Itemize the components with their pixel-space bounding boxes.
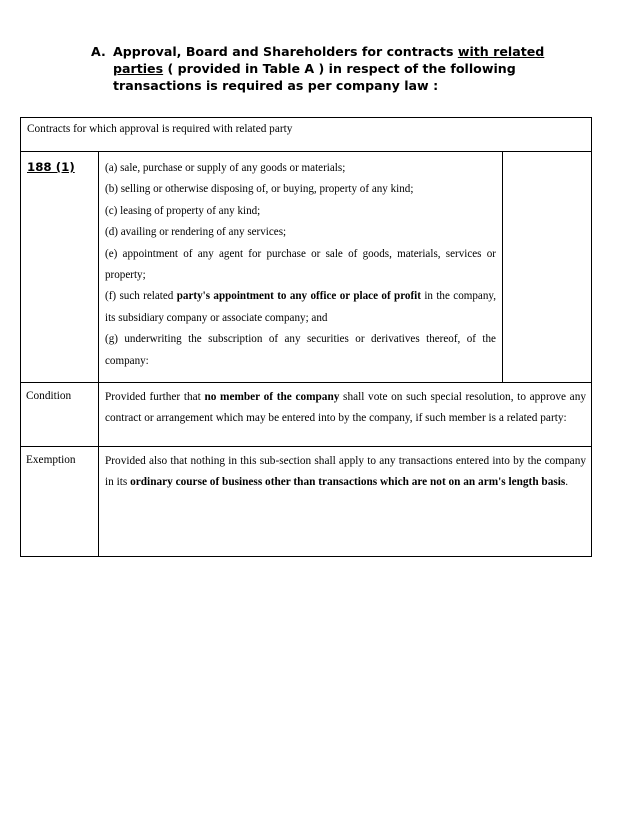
transaction-list — [99, 152, 503, 383]
section-number: 188 (1) — [21, 152, 99, 383]
table-header-row — [21, 118, 592, 152]
condition-row — [21, 383, 592, 447]
exemption-post: . — [565, 476, 569, 488]
table-header: Contracts for which approval is required with related party — [21, 118, 592, 152]
heading-underlined: with related parties — [113, 44, 545, 76]
related-party-table — [20, 117, 592, 557]
list-item: (g) underwriting the subscription of any securities or derivatives thereof, of the company: — [105, 333, 496, 367]
list-item — [105, 286, 496, 329]
list-item: (a) sale, purchase or supply of any goods or materials; — [105, 162, 346, 174]
list-item: (d) availing or rendering of any services; — [105, 226, 287, 239]
item-f-pre: (f) such related — [105, 290, 177, 303]
heading-text — [113, 43, 571, 94]
heading-part2: ( provided in Table A ) in respect of the following transactions is required as per company law : — [113, 61, 516, 93]
list-item: (b) selling or otherwise disposing of, or buying, property of any kind; — [105, 183, 414, 196]
exemption-row — [21, 447, 592, 557]
list-item: (e) appointment of any agent for purchase or sale of goods, materials, services or property; — [105, 247, 496, 282]
item-f-post: in the company, its subsidiary company or associate company; and — [105, 290, 496, 324]
condition-label: Condition — [21, 383, 99, 447]
section-row — [21, 152, 592, 383]
condition-bold: no member of the company — [204, 391, 340, 403]
list-item: (c) leasing of property of any kind; — [105, 204, 261, 217]
heading-marker: A. — [91, 44, 106, 59]
condition-post: shall vote on such special resolution, to approve any contract or arrangement which may be entered into by the company, if such member is a related party: — [105, 391, 586, 424]
section-heading — [91, 43, 571, 94]
exemption-pre: Provided also that nothing in this sub-section shall apply to any transactions entered into by the company in its — [105, 455, 586, 488]
empty-cell — [503, 152, 592, 383]
item-f-bold: party's appointment to any office or place of profit — [176, 290, 421, 303]
exemption-label: Exemption — [21, 447, 99, 557]
condition-text — [99, 383, 592, 447]
exemption-bold: ordinary course of business other than transactions which are not on an arm's length basis — [130, 476, 566, 488]
condition-pre: Provided further that — [105, 391, 205, 403]
exemption-text — [99, 447, 592, 557]
heading-part1: Approval, Board and Shareholders for contracts — [113, 44, 458, 59]
